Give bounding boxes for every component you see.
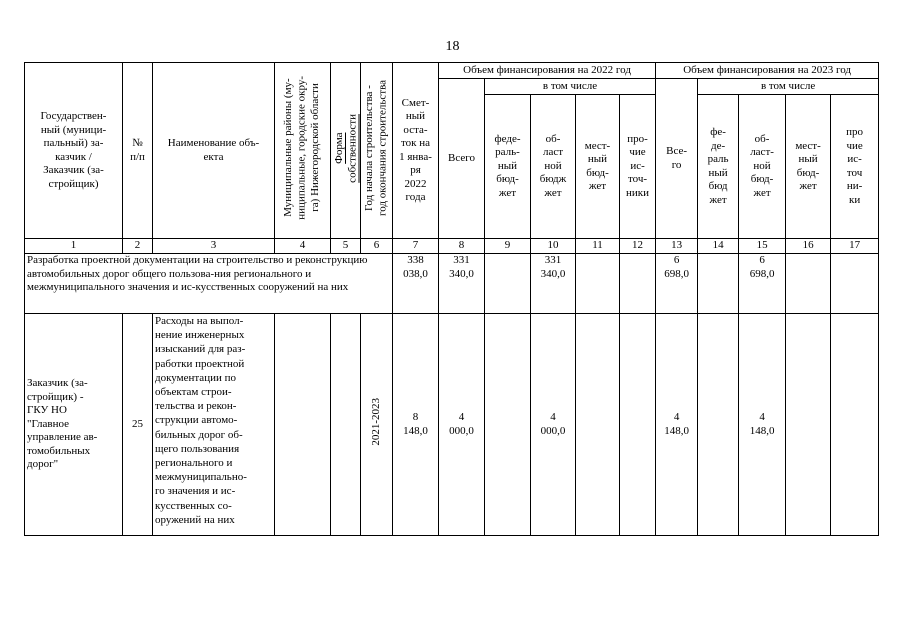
row-years-text: 2021-2023 [369,398,382,447]
row-local-2023 [786,314,831,536]
section-title: Разработка проектной документации на строительство и реконструкцию автомобильных дорог общего пользова-ния регионального и межмуниципального значения и ис-кусственных сооружений на них [25,254,393,314]
header-total-2022: Всего [439,79,485,239]
column-number: 5 [331,239,361,254]
section-federal-2023 [698,254,739,314]
header-ownership-text: Форма собственности [333,113,359,183]
column-number: 4 [275,239,331,254]
column-number: 6 [361,239,393,254]
row-object-name: Расходы на выпол- нение инженерных изысканий для раз- работки проектной документации по объектам строи- тельства и рекон- струкции автомо- бильных дорог об- щего пользования регионального и межмуниципально- го значения и ис- кусственных со- оружений на них [153,314,275,536]
header-ownership [331,63,361,239]
column-number: 9 [485,239,531,254]
section-regional-2023: 6 698,0 [739,254,786,314]
row-local-2022 [576,314,620,536]
header-other-2022: про- чие ис- точ- ники [620,95,656,239]
section-total-2022: 331 340,0 [439,254,485,314]
row-ownership [331,314,361,536]
header-total-2023: Все- го [656,79,698,239]
section-estimate: 338 038,0 [393,254,439,314]
header-including-2023: в том числе [698,79,879,95]
header-regional-2023: об- ласт- ной бюд- жет [739,95,786,239]
header-financing-2023: Объем финансирования на 2023 год [656,63,879,79]
column-number: 3 [153,239,275,254]
row-customer: Заказчик (за- стройщик) - ГКУ НО "Главное управление ав- томобильных дорог" [25,314,123,536]
header-customer: Государствен- ный (муници- пальный) за- казчик / Заказчик (за- стройщик) [25,63,123,239]
header-estimate: Смет- ный оста- ток на 1 янва- ря 2022 года [393,63,439,239]
section-total-2023: 6 698,0 [656,254,698,314]
column-number: 16 [786,239,831,254]
row-regional-2023: 4 148,0 [739,314,786,536]
header-regional-2022: об- ласт ной бюдж жет [531,95,576,239]
row-regional-2022: 4 000,0 [531,314,576,536]
column-number: 1 [25,239,123,254]
header-object-name: Наименование объ- екта [153,63,275,239]
column-number: 17 [831,239,879,254]
header-districts [275,63,331,239]
header-other-2023: про чие ис- точ ни- ки [831,95,879,239]
row-years [361,314,393,536]
column-number: 13 [656,239,698,254]
section-regional-2022: 331 340,0 [531,254,576,314]
column-number: 2 [123,239,153,254]
column-number: 15 [739,239,786,254]
page-number: 18 [445,39,460,54]
section-local-2022 [576,254,620,314]
row-total-2022: 4 000,0 [439,314,485,536]
header-financing-2022: Объем финансирования на 2022 год [439,63,656,79]
column-number: 11 [576,239,620,254]
section-other-2023 [831,254,879,314]
row-federal-2022 [485,314,531,536]
column-number: 12 [620,239,656,254]
header-local-2022: мест- ный бюд- жет [576,95,620,239]
header-federal-2022: феде- раль- ный бюд- жет [485,95,531,239]
header-districts-text: Муниципальные районы (му- ниципальные, городские окру- га) Нижегородской области [282,76,322,221]
row-total-2023: 4 148,0 [656,314,698,536]
section-federal-2022 [485,254,531,314]
column-number: 7 [393,239,439,254]
column-number: 14 [698,239,739,254]
row-number: 25 [123,314,153,536]
financing-table [24,62,879,536]
header-federal-2023: фе- де- раль ный бюд жет [698,95,739,239]
header-years [361,63,393,239]
row-districts [275,314,331,536]
row-other-2023 [831,314,879,536]
row-estimate: 8 148,0 [393,314,439,536]
section-other-2022 [620,254,656,314]
section-row [25,254,879,314]
section-local-2023 [786,254,831,314]
header-number: № п/п [123,63,153,239]
row-other-2022 [620,314,656,536]
table-row [25,314,879,536]
header-years-text: Год начала строительства - год окончания строительства [363,80,389,217]
row-federal-2023 [698,314,739,536]
header-including-2022: в том числе [485,79,656,95]
column-number: 10 [531,239,576,254]
column-number: 8 [439,239,485,254]
column-number-row [25,239,879,254]
header-local-2023: мест- ный бюд- жет [786,95,831,239]
